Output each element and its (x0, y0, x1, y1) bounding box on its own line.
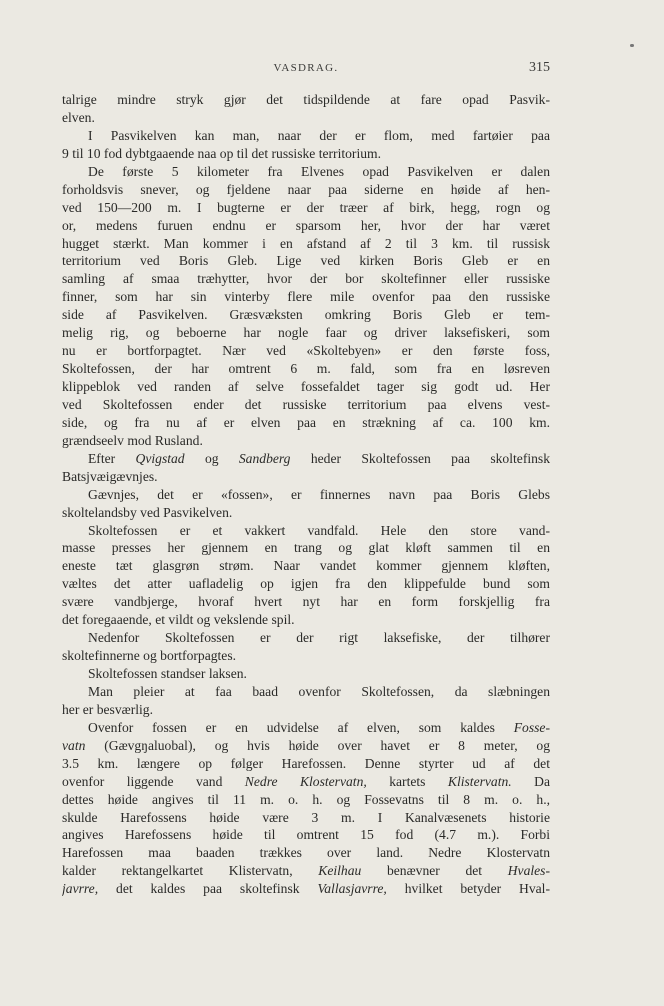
text-segment: ovenfor liggende vand (62, 773, 245, 789)
text-line (62, 235, 550, 253)
text-line (62, 504, 550, 522)
text-segment: kartets (366, 773, 448, 789)
text-segment: Skoltefossen standser laksen. (88, 666, 247, 681)
text-line (62, 91, 550, 109)
text-line (62, 755, 550, 773)
text-segment: elven. (62, 109, 95, 125)
italic-segment: vatn (62, 737, 86, 753)
text-segment: eneste tæt glasgrøn strøm. Naar vandet kommer gjennem kløften, (62, 558, 550, 574)
text-segment: side af Pasvikelven. Græsvæksten omkring Boris Gleb er tem- (62, 307, 550, 323)
text-segment: Skoltefossen er et vakkert vandfald. Hele den store vand- (88, 522, 550, 538)
text-line (62, 468, 550, 486)
text-line (62, 647, 550, 665)
text-line (62, 360, 550, 378)
text-line (62, 593, 550, 611)
italic-segment: Fosse- (513, 719, 550, 735)
text-line (62, 109, 550, 127)
text-segment: Efter (88, 450, 136, 466)
text-line (62, 629, 550, 647)
text-line (62, 791, 550, 809)
text-segment: skoltelandsby ved Pasvikelven. (62, 504, 233, 520)
text-line (62, 665, 550, 683)
text-line (62, 557, 550, 575)
text-segment: masse presses her gjennem en trang og glat kløft sammen til en (62, 540, 550, 556)
text-line (62, 809, 550, 827)
text-segment: det kaldes paa skoltefinsk (98, 881, 318, 897)
text-segment: kalder rektangelkartet Klistervatn, (62, 863, 319, 879)
text-segment: her er besværlig. (62, 701, 153, 717)
text-segment: Ovenfor fossen er en udvidelse af elven, som kaldes (88, 719, 514, 735)
text-line (62, 826, 550, 844)
text-line (62, 719, 550, 737)
print-mark (630, 44, 634, 47)
text-segment: ved 150—200 m. I bugterne er der træer af birk, hegg, rogn og (62, 199, 550, 215)
text-line (62, 163, 550, 181)
text-segment: 9 til 10 fod dybtgaaende naa op til det russiske territorium. (62, 145, 382, 161)
running-head: VASDRAG. (273, 62, 339, 74)
text-line (62, 683, 550, 701)
italic-segment: Klistervatn. (447, 773, 512, 789)
text-segment: Man pleier at faa baad ovenfor Skoltefossen, da slæbningen (88, 683, 550, 699)
text-line (62, 396, 550, 414)
text-segment: finner, som har sin vinterby flere mile ovenfor paa den russiske (62, 289, 550, 305)
text-line (62, 306, 550, 324)
page-header (62, 60, 550, 80)
text-segment: Skoltefossen, der har omtrent 6 m. fald, som fra en løsreven (62, 361, 550, 377)
italic-segment: Sandberg (238, 450, 291, 466)
text-segment: væltes det atter uafladelig op igjen fra den klippefulde bund som (62, 576, 550, 592)
italic-segment: Qvigstad (135, 450, 185, 466)
text-line (62, 342, 550, 360)
text-segment: skulde Harefossens høide være 3 m. I Kanalvæsenets historie (62, 809, 550, 825)
text-segment: grændseelv mod Rusland. (62, 432, 203, 448)
text-line (62, 199, 550, 217)
text-line (62, 378, 550, 396)
text-segment: I Pasvikelven kan man, naar der er flom, med fartøier paa (88, 127, 550, 143)
text-segment: Gævnjes, det er «fossen», er finnernes navn paa Boris Glebs (88, 486, 550, 502)
text-line (62, 450, 550, 468)
text-segment: og (184, 450, 239, 466)
text-line (62, 486, 550, 504)
text-segment: svære vandbjerge, hvoraf hvert nyt har en form forskjellig fra (62, 594, 550, 610)
text-segment: klippeblok ved randen af selve fossefaldet tager sig godt ud. Her (62, 379, 550, 394)
text-segment: melig rig, og beboerne har nogle faar og driver laksefiskeri, som (62, 325, 550, 341)
text-segment: skoltefinnerne og bortforpagtes. (62, 648, 237, 664)
text-segment: 3.5 km. længere op følger Harefossen. Denne styrter ud af det (62, 755, 550, 771)
text-segment: Batsjvæigævnjes. (62, 468, 158, 484)
text-segment: heder Skoltefossen paa skoltefinsk (290, 450, 550, 466)
text-line (62, 145, 550, 163)
text-line (62, 217, 550, 235)
text-segment: hugget stærkt. Man kommer i en afstand af 2 til 3 km. til russisk (62, 235, 550, 251)
text-segment: (Gævgŋaluobal), og hvis høide over havet er 8 meter, og (85, 737, 550, 753)
text-segment: nu er bortforpagtet. Nær ved «Skoltebyen» er den første foss, (62, 343, 550, 359)
text-segment: samling af smaa træhytter, hvor der bor skoltefinner eller russiske (62, 271, 550, 287)
text-line (62, 522, 550, 540)
italic-segment: javrre, (62, 881, 99, 897)
text-segment: Nedenfor Skoltefossen er der rigt laksefiske, der tilhører (88, 630, 550, 646)
text-line (62, 880, 550, 898)
text-segment: Harefossen maa baaden trækkes over land. Nedre Klostervatn (62, 845, 550, 861)
text-line (62, 737, 550, 755)
text-segment: angives Harefossens høide til omtrent 15 fod (4.7 m.). Forbi (62, 827, 550, 843)
text-line (62, 414, 550, 432)
text-line (62, 432, 550, 450)
text-line (62, 539, 550, 557)
text-segment: det foregaaende, et vildt og vekslende spil. (62, 612, 295, 628)
text-line (62, 575, 550, 593)
text-line (62, 288, 550, 306)
text-segment: dettes høide angives til 11 m. o. h. og Fossevatns til 8 m. o. h., (62, 791, 550, 807)
text-segment: De første 5 kilometer fra Elvenes opad Pasvikelven er dalen (88, 163, 550, 179)
text-segment: territorium ved Boris Gleb. Lige ved kirken Boris Gleb er en (62, 253, 550, 269)
body-text (62, 91, 550, 898)
text-segment: benævner det (361, 863, 508, 879)
text-segment: Da (511, 773, 550, 789)
text-line (62, 127, 550, 145)
text-line (62, 773, 550, 791)
text-line (62, 611, 550, 629)
text-segment: talrige mindre stryk gjør det tidspildende at fare opad Pasvik- (62, 92, 550, 107)
text-line (62, 701, 550, 719)
text-line (62, 270, 550, 288)
text-segment: ved Skoltefossen ender det russiske territorium paa elvens vest- (62, 396, 550, 412)
text-line (62, 252, 550, 270)
text-line (62, 844, 550, 862)
text-segment: side, og fra nu af er elven paa en strækning af ca. 100 km. (62, 414, 550, 430)
italic-segment: Nedre Klostervatn, (244, 773, 367, 789)
text-line (62, 181, 550, 199)
italic-segment: Hvales- (507, 863, 550, 879)
text-segment: hvilket betyder Hval- (386, 881, 550, 897)
text-line (62, 862, 550, 880)
italic-segment: Vallasjavrre, (317, 881, 387, 897)
italic-segment: Keilhau (318, 863, 362, 879)
page-number: 315 (529, 60, 550, 75)
text-segment: forholdsvis snever, og fjeldene naar paa siderne en høide af hen- (62, 181, 550, 197)
text-line (62, 324, 550, 342)
text-segment: or, medens furuen endnu er sparsom her, hvor der har været (62, 217, 550, 233)
